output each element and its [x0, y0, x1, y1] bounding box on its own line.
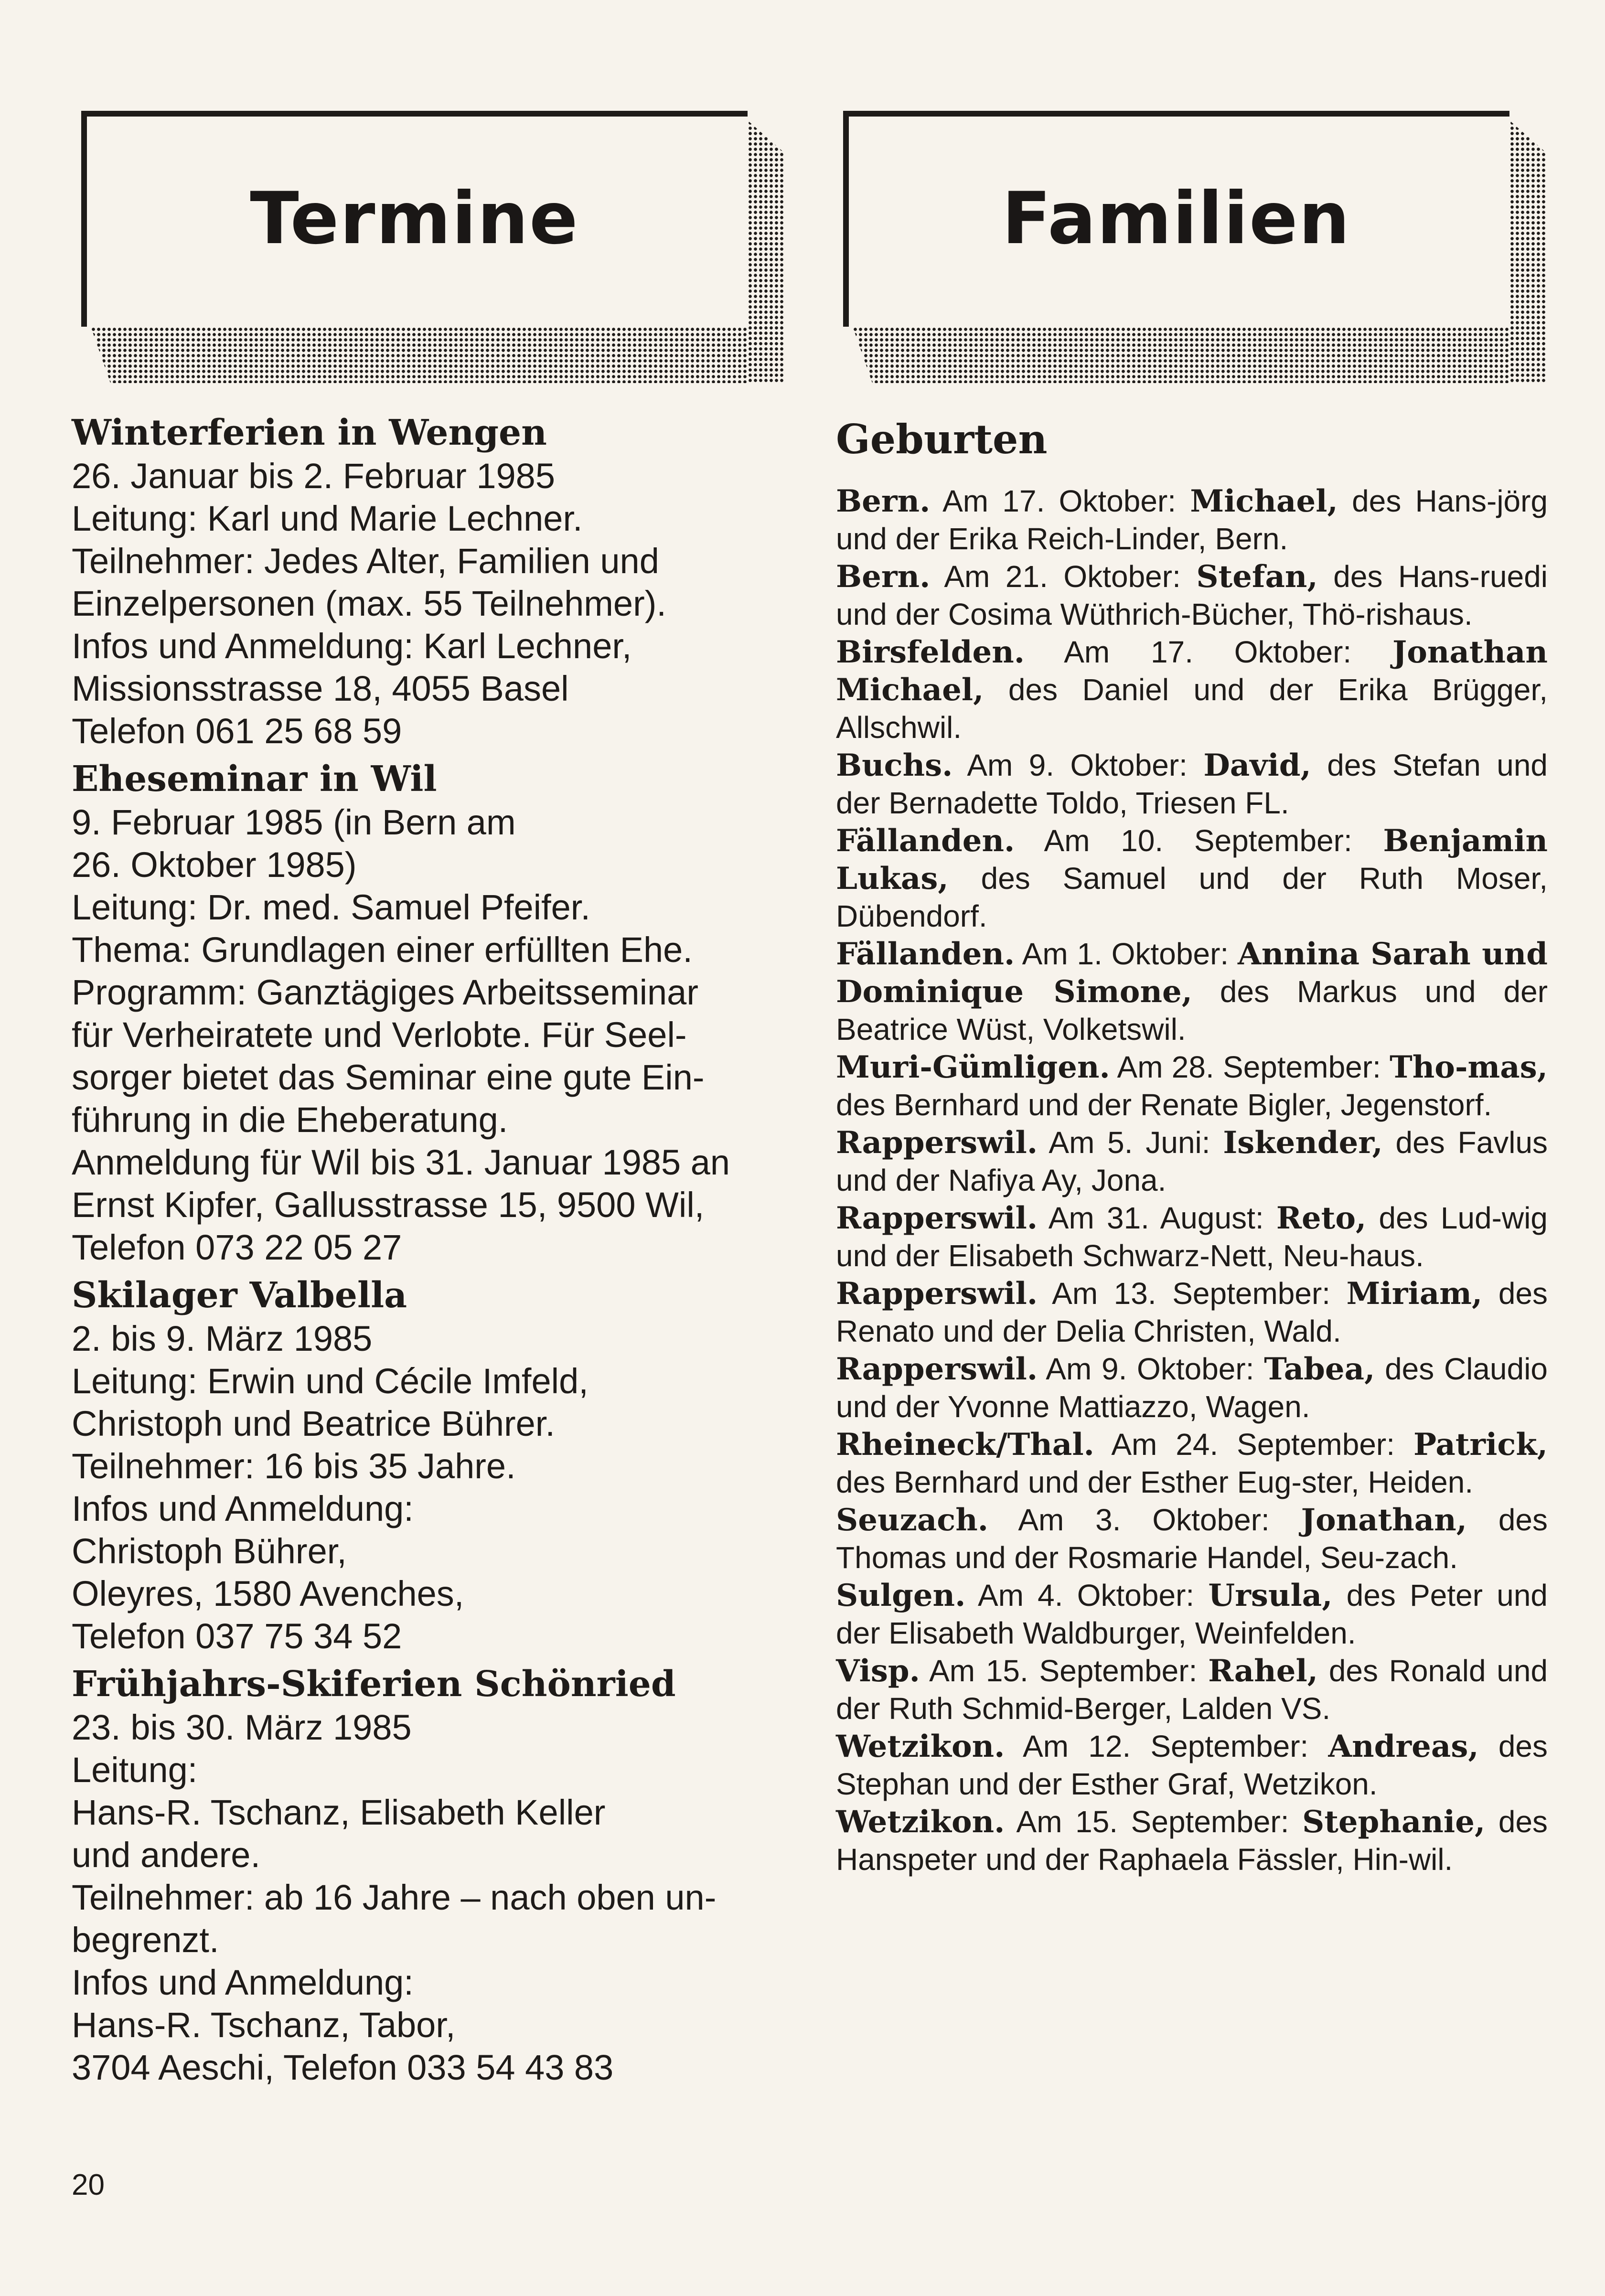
birth-place: Wetzikon.: [836, 1729, 1005, 1764]
birth-place: Bern.: [836, 483, 931, 519]
parents-and-residence: des Bernhard und der Renate Bigler, Jegenstorf.: [836, 1088, 1492, 1122]
event-title: Eheseminar in Wil: [72, 758, 437, 800]
birth-place: Rapperswil.: [836, 1276, 1038, 1312]
parents-and-residence: des Stefan und der Bernadette Toldo, Triesen FL.: [836, 748, 1548, 820]
child-name: Miriam,: [1346, 1276, 1483, 1312]
parents-and-residence: des Lud-wig und der Elisabeth Schwarz-Nett, Neu-haus.: [836, 1201, 1548, 1273]
event-detail-line: und andere.: [72, 1835, 261, 1875]
birth-date: Am 5. Juni:: [1049, 1125, 1210, 1160]
event-detail-line: Leitung: Erwin und Cécile Imfeld,: [72, 1361, 588, 1401]
birth-place: Rapperswil.: [836, 1200, 1038, 1236]
birth-date: Am 4. Oktober:: [978, 1578, 1195, 1613]
child-name: Andreas,: [1328, 1729, 1479, 1764]
event-detail-line: 3704 Aeschi, Telefon 033 54 43 83: [72, 2048, 614, 2087]
birth-date: Am 9. Oktober:: [1046, 1352, 1254, 1386]
event-entry: [72, 757, 783, 1269]
birth-announcement: [836, 935, 1548, 1048]
event-detail-line: Leitung:: [72, 1750, 198, 1790]
event-detail-line: Telefon 073 22 05 27: [72, 1228, 402, 1267]
parents-and-residence: des Favlus und der Nafiya Ay, Jona.: [836, 1125, 1548, 1197]
header-shadow: [853, 327, 1509, 383]
birth-announcement: [836, 1728, 1548, 1803]
birth-announcement: [836, 1577, 1548, 1652]
birth-announcement: [836, 1199, 1548, 1275]
event-detail-line: begrenzt.: [72, 1920, 219, 1960]
event-entry: [72, 411, 783, 752]
birth-date: Am 13. September:: [1052, 1276, 1331, 1311]
event-detail-line: Programm: Ganztägiges Arbeitsseminar: [72, 972, 698, 1012]
parents-and-residence: des Thomas und der Rosmarie Handel, Seu-zach.: [836, 1503, 1548, 1575]
birth-announcement: [836, 633, 1548, 747]
birth-announcement: [836, 822, 1548, 935]
birth-date: Am 24. September:: [1111, 1427, 1395, 1462]
event-entry: [72, 1662, 783, 2089]
event-title: Winterferien in Wengen: [72, 412, 547, 453]
parents-and-residence: des Ronald und der Ruth Schmid-Berger, Lalden VS.: [836, 1654, 1548, 1726]
birth-date: Am 3. Oktober:: [1018, 1503, 1270, 1537]
birth-place: Visp.: [836, 1653, 920, 1689]
event-detail-line: für Verheiratete und Verlobte. Für Seel-: [72, 1015, 687, 1055]
event-detail-line: Infos und Anmeldung:: [72, 1489, 414, 1528]
child-name: Benjamin Lukas,: [836, 823, 1548, 897]
birth-date: Am 21. Oktober:: [944, 559, 1181, 594]
event-detail-line: Christoph und Beatrice Bührer.: [72, 1404, 555, 1443]
birth-date: Am 17. Oktober:: [942, 484, 1177, 518]
event-detail-line: Thema: Grundlagen einer erfüllten Ehe.: [72, 930, 693, 970]
child-name: David,: [1203, 748, 1311, 783]
child-name: Michael,: [1190, 483, 1338, 519]
child-name: Tabea,: [1264, 1351, 1375, 1387]
event-detail-line: Telefon 061 25 68 59: [72, 711, 402, 751]
birth-place: Birsfelden.: [836, 634, 1025, 670]
event-detail-line: Teilnehmer: 16 bis 35 Jahre.: [72, 1446, 516, 1486]
events-column: [72, 411, 783, 2093]
event-detail-line: Einzelpersonen (max. 55 Teilnehmer).: [72, 584, 666, 623]
familien-heading: Familien: [1002, 177, 1351, 260]
birth-place: Rapperswil.: [836, 1125, 1038, 1161]
event-detail-line: Missionsstrasse 18, 4055 Basel: [72, 669, 569, 708]
births-list: [836, 482, 1548, 1879]
birth-date: Am 17. Oktober:: [1064, 635, 1352, 669]
birth-announcement: [836, 1803, 1548, 1879]
birth-announcement: [836, 747, 1548, 822]
birth-date: Am 12. September:: [1023, 1729, 1309, 1763]
child-name: Patrick,: [1413, 1427, 1548, 1463]
child-name: Reto,: [1276, 1200, 1367, 1236]
child-name: Stephanie,: [1302, 1804, 1486, 1840]
child-name: Iskender,: [1223, 1125, 1383, 1161]
event-detail-line: Hans-R. Tschanz, Tabor,: [72, 2005, 456, 2045]
birth-announcement: [836, 1124, 1548, 1199]
event-detail-line: Infos und Anmeldung:: [72, 1963, 414, 2002]
birth-place: Bern.: [836, 559, 931, 595]
birth-announcement: [836, 1048, 1548, 1124]
event-detail-line: Oleyres, 1580 Avenches,: [72, 1574, 464, 1613]
event-detail-line: 9. Februar 1985 (in Bern am: [72, 802, 516, 842]
child-name: Annina Sarah und Dominique Simone,: [836, 936, 1548, 1010]
parents-and-residence: des Peter und der Elisabeth Waldburger, Weinfelden.: [836, 1578, 1548, 1650]
parents-and-residence: des Daniel und der Erika Brügger, Allschwil.: [836, 673, 1548, 745]
births-heading: Geburten: [836, 416, 1048, 463]
event-detail-line: Anmeldung für Wil bis 31. Januar 1985 an: [72, 1143, 730, 1182]
birth-place: Seuzach.: [836, 1502, 989, 1538]
event-title: Skilager Valbella: [72, 1275, 407, 1316]
event-detail-line: Ernst Kipfer, Gallusstrasse 15, 9500 Wil,: [72, 1185, 705, 1225]
header-shadow: [1509, 120, 1545, 383]
birth-place: Wetzikon.: [836, 1804, 1005, 1840]
event-detail-line: Leitung: Karl und Marie Lechner.: [72, 499, 583, 538]
birth-place: Fällanden.: [836, 823, 1015, 859]
birth-announcement: [836, 558, 1548, 633]
birth-date: Am 15. September:: [1016, 1805, 1289, 1839]
birth-place: Fällanden.: [836, 936, 1015, 972]
child-name: Tho-mas,: [1390, 1049, 1548, 1085]
birth-announcement: [836, 1350, 1548, 1426]
parents-and-residence: des Hans-ruedi und der Cosima Wüthrich-Bücher, Thö-rishaus.: [836, 559, 1548, 631]
event-detail-line: 26. Oktober 1985): [72, 845, 357, 885]
event-detail-line: Teilnehmer: Jedes Alter, Familien und: [72, 541, 659, 581]
child-name: Rahel,: [1208, 1653, 1318, 1689]
parents-and-residence: des Hans-jörg und der Erika Reich-Linder, Bern.: [836, 484, 1548, 556]
event-detail-line: Leitung: Dr. med. Samuel Pfeifer.: [72, 887, 590, 927]
parents-and-residence: des Markus und der Beatrice Wüst, Volketswil.: [836, 974, 1548, 1047]
event-entry: [72, 1273, 783, 1657]
birth-date: Am 1. Oktober:: [1022, 937, 1229, 971]
birth-announcement: [836, 1426, 1548, 1501]
event-detail-line: Infos und Anmeldung: Karl Lechner,: [72, 626, 632, 666]
event-detail-line: Hans-R. Tschanz, Elisabeth Keller: [72, 1793, 606, 1832]
parents-and-residence: des Bernhard und der Esther Eug-ster, Heiden.: [836, 1465, 1474, 1499]
header-shadow: [91, 327, 748, 383]
parents-and-residence: des Samuel und der Ruth Moser, Dübendorf.: [836, 861, 1548, 933]
birth-announcement: [836, 1275, 1548, 1350]
birth-place: Rheineck/Thal.: [836, 1427, 1094, 1463]
parents-and-residence: des Hanspeter und der Raphaela Fässler, Hin-wil.: [836, 1805, 1548, 1877]
birth-announcement: [836, 1652, 1548, 1728]
event-detail-line: 26. Januar bis 2. Februar 1985: [72, 456, 555, 496]
event-detail-line: Telefon 037 75 34 52: [72, 1616, 402, 1656]
event-detail-line: sorger bietet das Seminar eine gute Ein-: [72, 1057, 705, 1097]
birth-place: Rapperswil.: [836, 1351, 1038, 1387]
birth-place: Sulgen.: [836, 1578, 966, 1613]
parents-and-residence: des Stephan und der Esther Graf, Wetzikon.: [836, 1729, 1548, 1801]
birth-date: Am 9. Oktober:: [967, 748, 1188, 782]
event-detail-line: 2. bis 9. März 1985: [72, 1319, 373, 1358]
child-name: Ursula,: [1208, 1578, 1333, 1613]
child-name: Jonathan Michael,: [836, 634, 1548, 708]
births-column: [836, 411, 1548, 1879]
birth-announcement: [836, 482, 1548, 558]
parents-and-residence: des Renato und der Delia Christen, Wald.: [836, 1276, 1548, 1348]
parents-and-residence: des Claudio und der Yvonne Mattiazzo, Wagen.: [836, 1352, 1548, 1424]
birth-place: Buchs.: [836, 748, 953, 783]
event-detail-line: 23. bis 30. März 1985: [72, 1708, 412, 1747]
birth-date: Am 15. September:: [929, 1654, 1198, 1688]
child-name: Stefan,: [1196, 559, 1318, 595]
birth-place: Muri-Gümligen.: [836, 1049, 1110, 1085]
child-name: Jonathan,: [1301, 1502, 1467, 1538]
page-number: 20: [72, 2168, 105, 2201]
birth-date: Am 10. September:: [1044, 823, 1352, 858]
event-detail-line: Teilnehmer: ab 16 Jahre – nach oben un-: [72, 1878, 717, 1917]
event-title: Frühjahrs-Skiferien Schönried: [72, 1664, 676, 1705]
birth-date: Am 28. September:: [1117, 1050, 1381, 1084]
birth-announcement: [836, 1501, 1548, 1577]
birth-date: Am 31. August:: [1048, 1201, 1264, 1235]
event-detail-line: Christoph Bührer,: [72, 1531, 347, 1571]
event-detail-line: führung in die Eheberatung.: [72, 1100, 508, 1140]
termine-heading: Termine: [250, 177, 579, 260]
header-shadow: [748, 120, 783, 383]
